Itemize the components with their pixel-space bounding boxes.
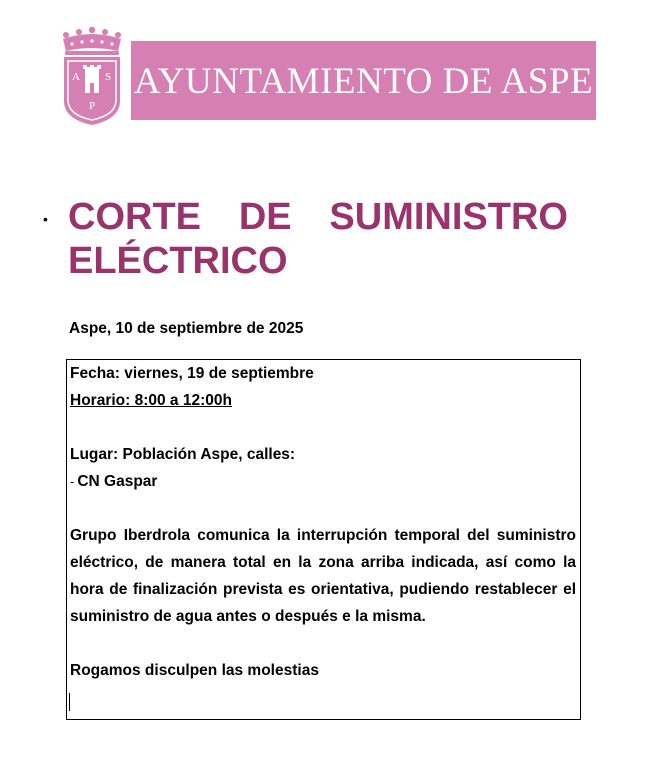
town-crest-logo <box>60 27 124 127</box>
notice-title: CORTE DE SUMINISTRO ELÉCTRICO <box>68 196 568 282</box>
notice-box <box>66 359 581 720</box>
text-cursor[interactable] <box>69 693 70 711</box>
outage-date: Fecha: viernes, 19 de septiembre <box>70 365 314 382</box>
crest-letter-p: P <box>88 100 96 112</box>
street-dash: - <box>70 474 75 489</box>
blank-line <box>70 414 576 441</box>
issue-date: Aspe, 10 de septiembre de 2025 <box>69 320 304 337</box>
outage-schedule: Horario: 8:00 a 12:00h <box>70 392 232 409</box>
crest-letter-s: S <box>104 71 112 83</box>
blank-line <box>70 630 576 657</box>
title-bullet: • <box>43 211 48 227</box>
crest-letter-a: A <box>72 71 80 83</box>
street-name: CN Gaspar <box>77 473 158 490</box>
notice-body <box>70 360 576 684</box>
outage-location: Lugar: Población Aspe, calles: <box>70 446 296 463</box>
letterhead <box>60 27 596 127</box>
blank-line <box>70 495 576 522</box>
street-item <box>70 468 576 495</box>
outage-message: Grupo Iberdrola comunica la interrupción temporal del suministro eléctrico, de manera total en la zona arriba indicada, así como la hora de finalización prevista es orientativa, pudiendo restablecer el suministro de agua antes o después e la misma. <box>70 527 576 625</box>
banner-title: AYUNTAMIENTO DE ASPE <box>133 61 594 102</box>
closing-apology: Rogamos disculpen las molestias <box>70 662 319 679</box>
town-banner <box>131 41 596 120</box>
